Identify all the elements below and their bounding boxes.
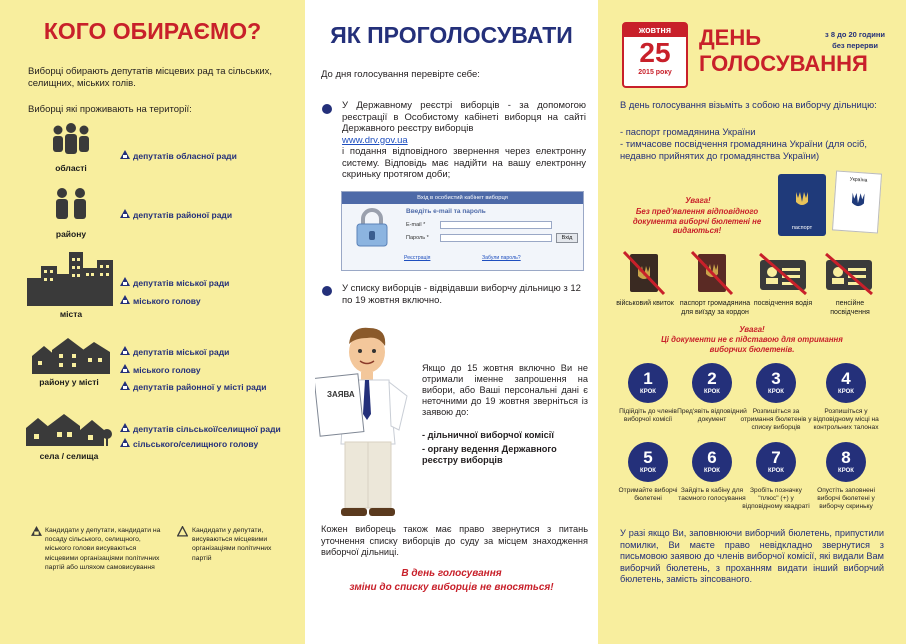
step-number: 1 [643,369,653,388]
hours-line-1: з 8 до 20 години [825,30,885,39]
padlock-icon [354,208,390,248]
trident-icon [794,190,810,210]
step-number: 4 [841,369,851,388]
village-icon [26,412,112,446]
id-card-label: Україна [849,176,868,184]
group-item: депутатів районної у місті ради [133,382,267,392]
forgot-link[interactable]: Забули пароль? [482,255,521,261]
right-intro: В день голосування візьміть з собою на виборчу дільницю: [620,99,877,110]
email-label: E-mail * [406,222,426,228]
step-5-text: Отримайте виборчі бюлетені [618,487,678,502]
ballot-icon [120,295,130,305]
step-number: 5 [643,448,653,467]
step-2-text: Пред'явіть відповідний документ [677,408,747,423]
step-6-text: Зайдіть в кабіну для таємного голосування [678,487,746,502]
step-7-text: Зробіть позначку "плюс" (+) у відповідному квадраті [742,487,810,510]
group-caption: району [55,229,87,239]
ballot-icon [120,438,130,448]
step-3-text: Розпишіться за отримання бюлетенів у списку виборців [740,408,812,431]
october-item-1: - дільничної виборчої комісії [422,430,554,440]
group-caption: міста [59,309,83,319]
step-1-text: Підійдіть до членів виборчої комісії [619,408,677,423]
calendar-day: 25 [639,37,671,68]
ballot-icon [120,209,130,219]
step-8-text: Опустіть заповнені виборчі бюлетені у виборчу скриньку [817,487,875,510]
step-word: КРОК [640,389,656,395]
step-number: 8 [841,448,851,467]
hours-line-2: без перерви [832,41,878,50]
group-caption: району у місті [39,377,99,387]
mid-intro: До дня голосування перевірте себе: [321,69,480,80]
login-bar-title: Вхід в особистий кабінет виборця [342,192,583,204]
group-item: депутатів міської ради [133,347,230,357]
drv-link[interactable]: www.drv.gov.ua [342,134,408,146]
warning2-title: Увага! [739,325,765,334]
bullet-dot [322,286,332,296]
foreign-passport-crossed-icon [688,250,736,296]
login-button[interactable]: Вхід [556,233,578,243]
step-3-badge [756,363,796,403]
people-icon [50,122,92,160]
step-number: 7 [771,448,781,467]
step-word: КРОК [838,389,854,395]
ballot-icon [120,346,130,356]
step-7-badge [756,442,796,482]
right-panel [598,0,906,644]
group-item: міського голову [133,296,201,306]
register-link[interactable]: Реєстрація [404,255,431,261]
calendar-icon [622,22,688,88]
warning-line-1: В день голосування [401,568,502,579]
step-number: 6 [707,448,717,467]
password-field[interactable] [440,234,552,242]
step-1-badge [628,363,668,403]
left-title: КОГО ОБИРАЄМО? [43,18,262,44]
bullet1-text-b: і подання відповідного звернення через електронну систему. Відповідь має надійти на вашу електронну скриньку протягом доби; [342,146,586,180]
warning-line-2: зміни до списку виборців не вносяться! [349,582,554,593]
ballot-icon [120,277,130,287]
ballot-icon [31,526,42,537]
ballot-icon [120,423,130,433]
step-word: КРОК [640,468,656,474]
step-5-badge [628,442,668,482]
city-buildings-icon [27,248,115,306]
invalid-doc-label: пенсійне посвідчення [830,300,870,316]
email-field[interactable] [440,221,552,229]
october-text: Якщо до 15 жовтня включно Ви не отримали іменне запрошення на вибори, або Ваші персональні дані є неточними до 19 жовтня зверніться із заявою до: [422,363,588,417]
group-item: депутатів обласної ради [133,151,237,161]
group-item: депутатів міської ради [133,278,230,288]
step-2-badge [692,363,732,403]
step-word: КРОК [768,389,784,395]
login-mockup [341,191,584,271]
step-number: 2 [707,369,717,388]
final-text: У разі якщо Ви, заповнюючи виборчий бюлетень, припустили помилки, Ви маєте право невідкладно звернутися з письмовою заявою до членів виборчої комісії, які видали Вам виборчий бюлетень, з проханням видати інший виборчий бюлетень, замість зіпсованого. [620,528,884,584]
doc-passport: - паспорт громадянина України [620,126,756,137]
footnote-right: Кандидати у депутати, висуваються місцевими організаціями політичних партій [192,527,272,562]
left-intro: Виборці обирають депутатів місцевих рад та сільських, селищних, міських голів. [28,66,273,89]
passport-image [778,174,826,236]
territory-label: Виборці які проживають на території: [28,104,192,115]
right-title-line2: ГОЛОСУВАННЯ [699,51,868,76]
bullet2: У списку виборців - відвідавши виборчу дільницю з 12 по 19 жовтня включно. [342,283,581,306]
step-number: 3 [771,369,781,388]
footnote-left: Кандидати у депутати, кандидати на посаду сільського, селищного, міського голови висуваються місцевими організаціями політичних партій або шляхом самовисування [45,527,161,571]
ballot-icon [120,150,130,160]
step-4-badge [826,363,866,403]
military-id-crossed-icon [620,250,668,296]
step-6-badge [692,442,732,482]
step-word: КРОК [838,468,854,474]
passport-label: паспорт [791,225,813,231]
step-word: КРОК [768,468,784,474]
group-item: сільського/селищного голову [133,439,259,449]
right-title-line1: ДЕНЬ [699,25,762,50]
left-panel [0,0,305,644]
step-8-badge [826,442,866,482]
doc-temp-certificate: - тимчасове посвідчення громадянина України (для осіб, недавно прийнятих до громадянства України) [620,138,867,161]
ballot-icon [120,381,130,391]
group-item: депутатів районої ради [133,210,233,220]
application-sign-text: ЗАЯВА [327,390,355,399]
invalid-doc-label: посвідчення водія [753,300,813,307]
october-item-2: - органу ведення Державного реєстру виборців [422,444,557,465]
step-word: КРОК [704,389,720,395]
group-item: міського голову [133,365,201,375]
court-text: Кожен виборець також має право звернутися з питань уточнення списку виборців до суду за місцем знаходження виборчої дільниці. [321,524,588,557]
ballot-icon [120,364,130,374]
group-item: депутатів сільської/селищної ради [133,424,281,434]
bullet1-text: У Державному реєстрі виборців - за допомогою реєстрації в Особистому кабінеті виборця на сайті Державного реєстру виборців [342,100,586,134]
ballot-outline-icon [177,526,188,537]
id-card-image [832,170,882,233]
driver-license-crossed-icon [758,252,808,296]
people-icon [52,186,92,224]
mid-title: ЯК ПРОГОЛОСУВАТИ [330,22,573,48]
group-caption: села / селища [39,451,99,461]
invalid-doc-label: військовий квиток [616,300,674,307]
pension-card-crossed-icon [824,252,874,296]
middle-panel [305,0,598,644]
trident-icon [849,191,866,212]
invalid-doc-label: паспорт громадянина для виїзду за кордон [679,300,751,316]
man-with-application-illustration [315,322,423,518]
calendar-month: жовтня [624,24,686,37]
warning1-text: Без пред'явлення відповідного документа виборчі бюлетені не видаються! [632,207,762,235]
step-4-text: Розпишіться у відповідному місці на контрольних талонах [813,408,879,431]
bullet-dot [322,104,332,114]
warning1-title: Увага! [685,196,711,205]
password-label: Пароль * [406,235,429,241]
bullet1 [342,100,586,181]
step-word: КРОК [704,468,720,474]
houses-icon [32,334,112,374]
calendar-year: 2015 року [638,69,672,76]
login-heading: Введіть e-mail та пароль [406,208,486,215]
group-caption: області [55,163,87,173]
warning2-text: Ці документи не є підставою для отримання виборчих бюлетенів. [661,335,843,354]
